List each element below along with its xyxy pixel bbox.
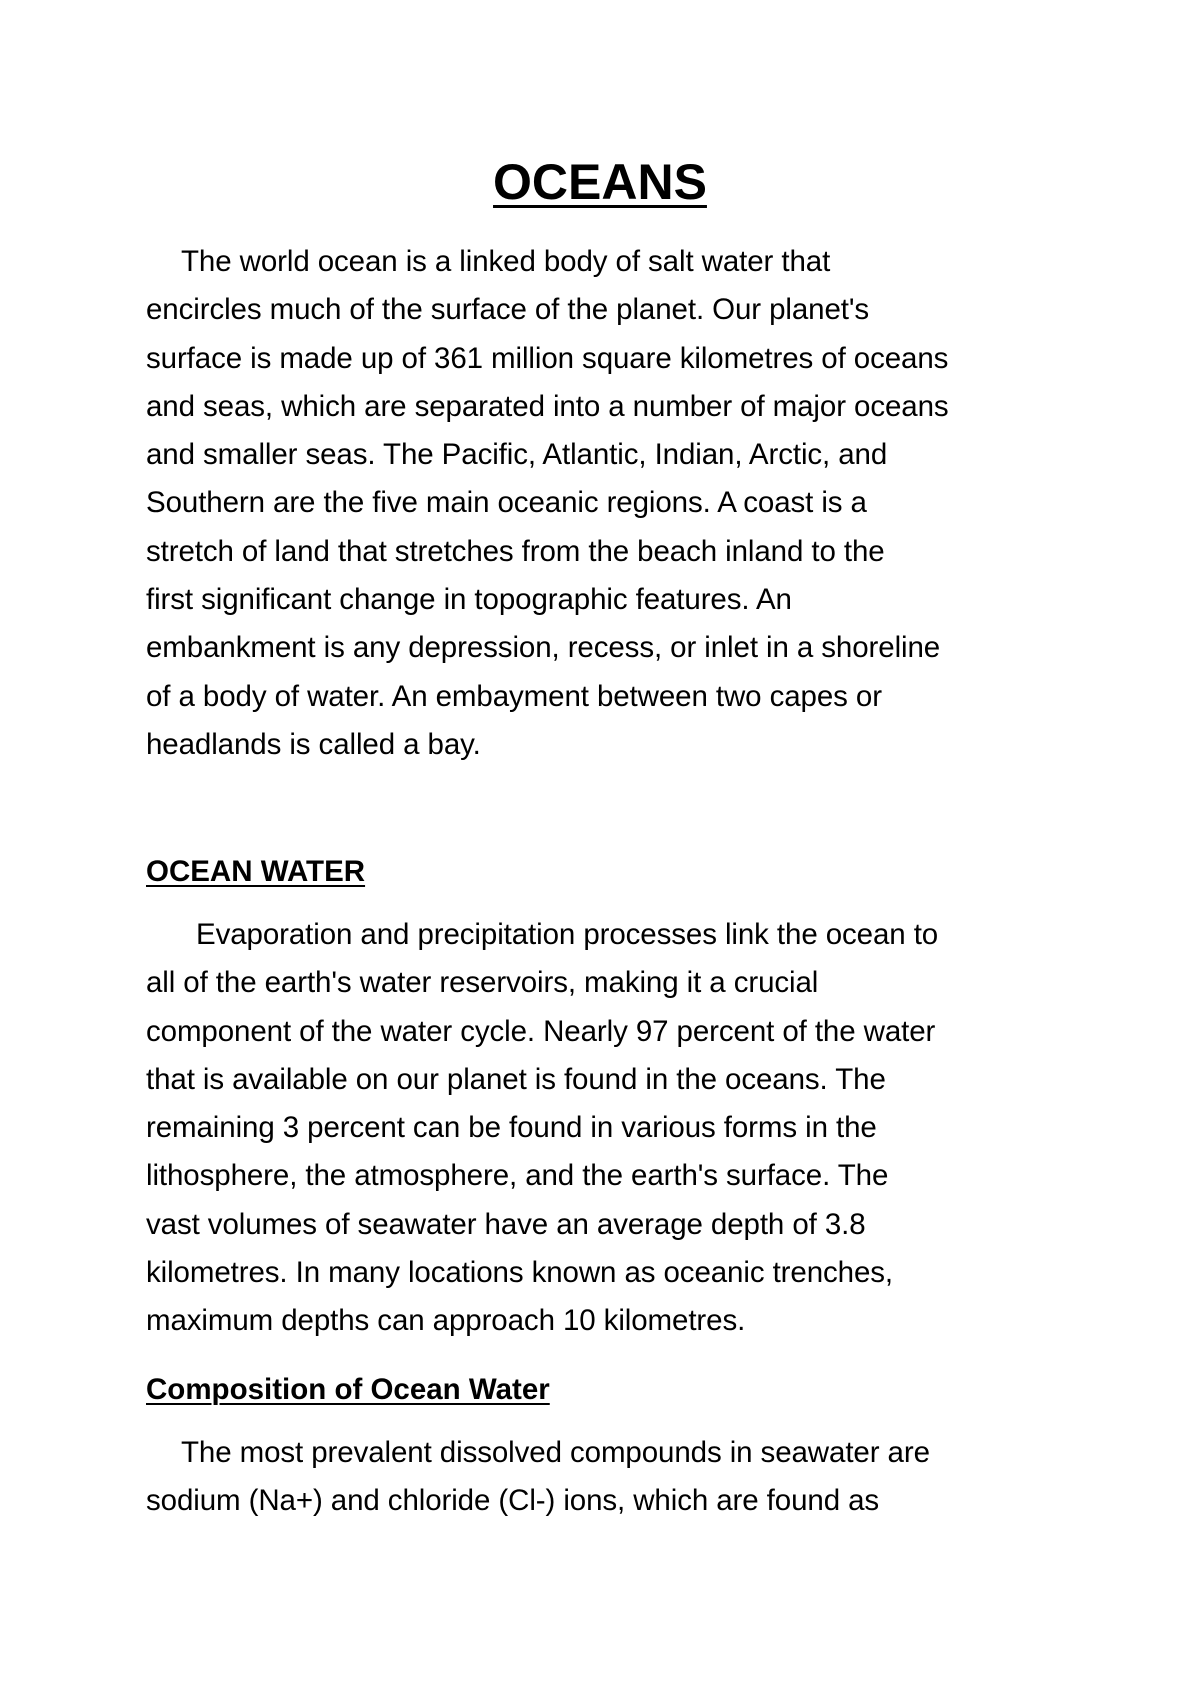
paragraph-line: kilometres. In many locations known as oceanic trenches, <box>146 1256 894 1290</box>
paragraph-line: all of the earth's water reservoirs, making it a crucial <box>146 966 819 1000</box>
paragraph-line: and smaller seas. The Pacific, Atlantic, Indian, Arctic, and <box>146 438 888 472</box>
paragraph-line: first significant change in topographic features. An <box>146 583 792 617</box>
paragraph-line: component of the water cycle. Nearly 97 percent of the water <box>146 1014 936 1048</box>
composition-paragraph <box>146 1429 1071 1526</box>
paragraph-line: Evaporation and precipitation processes link the ocean to <box>196 918 939 951</box>
paragraph-line: maximum depths can approach 10 kilometres. <box>146 1304 746 1338</box>
paragraph-line: surface is made up of 361 million square kilometres of oceans <box>146 341 949 375</box>
paragraph-line: The world ocean is a linked body of salt water that <box>181 245 831 278</box>
paragraph-line: vast volumes of seawater have an average depth of 3.8 <box>146 1207 866 1241</box>
paragraph-line: lithosphere, the atmosphere, and the earth's surface. The <box>146 1159 889 1193</box>
paragraph-line: headlands is called a bay. <box>146 727 481 761</box>
paragraph-line: stretch of land that stretches from the beach inland to the <box>146 534 885 568</box>
paragraph-line: that is available on our planet is found in the oceans. The <box>146 1062 886 1096</box>
paragraph-line: sodium (Na+) and chloride (Cl-) ions, which are found as <box>146 1484 880 1518</box>
page-title: OCEANS <box>493 154 707 210</box>
section-heading-ocean-water: OCEAN WATER <box>146 855 366 888</box>
paragraph-line: encircles much of the surface of the planet. Our planet's <box>146 293 870 327</box>
section-heading-composition: Composition of Ocean Water <box>146 1373 550 1406</box>
intro-paragraph <box>146 238 1071 769</box>
paragraph-line: The most prevalent dissolved compounds in seawater are <box>181 1436 930 1469</box>
paragraph-line: embankment is any depression, recess, or inlet in a shoreline <box>146 631 941 665</box>
paragraph-line: remaining 3 percent can be found in various forms in the <box>146 1111 877 1145</box>
paragraph-line: of a body of water. An embayment between two capes or <box>146 679 882 713</box>
paragraph-line: Southern are the five main oceanic regions. A coast is a <box>146 486 867 520</box>
ocean-water-paragraph <box>146 911 1071 1346</box>
paragraph-line: and seas, which are separated into a number of major oceans <box>146 389 949 423</box>
